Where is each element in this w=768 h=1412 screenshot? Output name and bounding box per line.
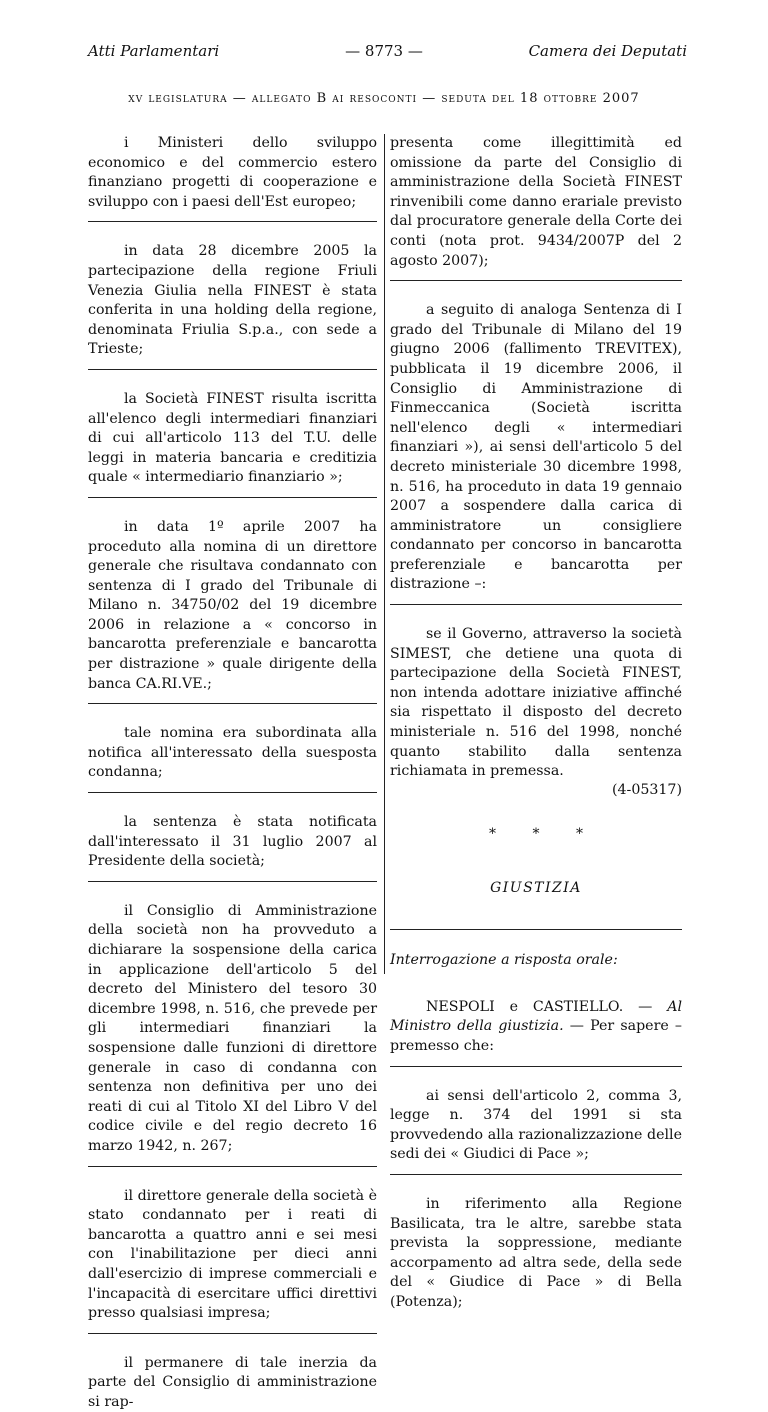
authors: NESPOLI e CASTIELLO. bbox=[426, 998, 624, 1015]
column-divider bbox=[384, 134, 385, 974]
separator bbox=[88, 703, 377, 704]
separator bbox=[88, 792, 377, 793]
separator bbox=[88, 1166, 377, 1167]
separator bbox=[88, 881, 377, 882]
left-column bbox=[88, 134, 377, 1412]
separator bbox=[390, 604, 682, 605]
left-paragraph: in data 1º aprile 2007 ha proceduto alla nomina di un direttore generale che risultava condannato con sentenza di I grado del Tribunale di Milano n. 34750/02 del 19 dicembre 2006 in relazione a « concorso in bancarotta preferenziale e bancarotta per distrazione » quale dirigente della banca CA.RI.VE.; bbox=[88, 518, 377, 692]
left-paragraph: la sentenza è stata notificata dall'interessato il 31 luglio 2007 al Presidente della società; bbox=[88, 814, 377, 870]
right-paragraph: in riferimento alla Regione Basilicata, tra le altre, sarebbe stata prevista la soppressione, mediante accorpamento ad altra sede, della sede del « Giudice di Pace » di Bella (Potenza); bbox=[390, 1195, 682, 1310]
separator bbox=[390, 1066, 682, 1067]
separator bbox=[88, 497, 377, 498]
separator bbox=[390, 1174, 682, 1175]
question-type: Interrogazione a risposta orale: bbox=[390, 951, 618, 968]
page-number: — 8773 — bbox=[345, 42, 423, 60]
right-paragraph: a seguito di analoga Sentenza di I grado del Tribunale di Milano del 19 giugno 2006 (fallimento TREVITEX), pubblicata il 19 dicembre 2006, il Consiglio di Amministrazione di Finmeccanica (Società iscritta nell'elenco degli « intermediari finanziari »), ai sensi dell'articolo 5 del decreto ministeriale 30 dicembre 1998, n. 516, ha proceduto in data 19 gennaio 2007 a sospendere dalla carica di amministratore un consigliere condannato per concorso in bancarotta preferenziale e bancarotta per distrazione –: bbox=[390, 302, 682, 593]
right-paragraph: ai sensi dell'articolo 2, comma 3, legge n. 374 del 1991 si sta provvedendo alla razionalizzazione delle sedi dei « Giudici di Pace »; bbox=[390, 1087, 682, 1163]
subheader: xv legislatura — allegato B ai resoconti — seduta del 18 ottobre 2007 bbox=[128, 91, 640, 106]
header-left: Atti Parlamentari bbox=[88, 42, 220, 60]
left-paragraph: il direttore generale della società è stato condannato per i reati di bancarotta a quattro anni e sei mesi con l'inabilitazione per dieci anni dall'esercizio di imprese commerciali e l'incapacità di esercitare uffici direttivi presso qualsiasi impresa; bbox=[88, 1187, 377, 1322]
right-paragraph: se il Governo, attraverso la società SIMEST, che detiene una quota di partecipazione della Società FINEST, non intenda adottare iniziative affinché sia rispettato il disposto del decreto ministeriale n. 516 del 1998, nonché quanto stabilito dalla sentenza richiamata in premessa. bbox=[390, 626, 682, 780]
left-paragraph: tale nomina era subordinata alla notifica all'interessato della suesposta condanna; bbox=[88, 725, 377, 781]
left-paragraph: il permanere di tale inerzia da parte del Consiglio di amministrazione si rap- bbox=[88, 1354, 377, 1410]
left-paragraph: in data 28 dicembre 2005 la partecipazione della regione Friuli Venezia Giulia nella FINEST è stata conferita in una holding della regione, denominata Friulia S.p.a., con sede a Trieste; bbox=[88, 243, 377, 358]
right-column bbox=[390, 134, 682, 1313]
separator bbox=[88, 1333, 377, 1334]
separator bbox=[88, 369, 377, 370]
left-paragraph: i Ministeri dello sviluppo economico e del commercio estero finanziano progetti di cooperazione e sviluppo con i paesi dell'Est europeo; bbox=[88, 135, 377, 210]
separator bbox=[390, 280, 682, 281]
header-right: Camera dei Deputati bbox=[528, 42, 687, 60]
right-paragraph: presenta come illegittimità ed omissione da parte del Consiglio di amministrazione della Società FINEST rinvenibili come danno erariale previsto dal procuratore generale della Corte dei conti (nota prot. 9434/2007P del 2 agosto 2007); bbox=[390, 135, 682, 269]
addressee: Al Ministro della giustizia. bbox=[390, 998, 682, 1035]
left-paragraph: la Società FINEST risulta iscritta all'elenco degli intermediari finanziari di cui all'articolo 113 del T.U. delle leggi in materia bancaria e creditizia quale « intermediario finanziario »; bbox=[88, 390, 377, 486]
left-paragraph: il Consiglio di Amministrazione della società non ha provveduto a dichiarare la sospensione della carica in applicazione dell'articolo 5 del decreto del Ministero del tesoro 30 dicembre 1998, n. 516, che prevede per gli intermediari finanziari la sospensione dalle funzioni di direttore generale in caso di condanna con sentenza non definitiva per uno dei reati di cui al Titolo XI del Libro V del codice civile e del regio decreto 16 marzo 1942, n. 267; bbox=[88, 902, 377, 1154]
separator bbox=[88, 221, 377, 222]
question-reference: (4-05317) bbox=[611, 781, 682, 798]
section-rule bbox=[390, 929, 682, 930]
premise: — Per sapere – premesso che: bbox=[390, 1018, 682, 1054]
section-title: GIUSTIZIA bbox=[490, 879, 582, 896]
section-stars: * * * bbox=[489, 825, 599, 842]
question-intro: NESPOLI e CASTIELLO. — Al Ministro della giustizia. — Per sapere – premesso che: bbox=[390, 998, 682, 1054]
